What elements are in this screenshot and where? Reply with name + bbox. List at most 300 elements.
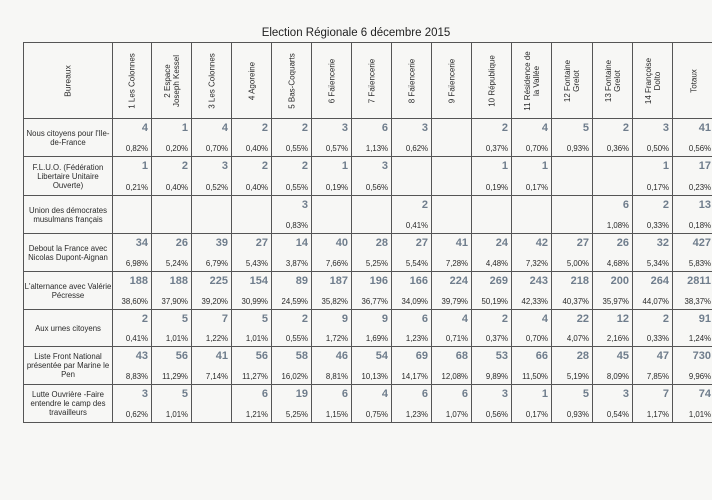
result-cell: [312, 196, 352, 234]
vote-count: 4: [541, 313, 548, 325]
vote-count: 68: [455, 350, 468, 362]
vote-count: 9: [341, 313, 348, 325]
table-row: [24, 234, 712, 272]
vote-percentage: 37,90%: [161, 297, 188, 306]
vote-count: 200: [610, 275, 629, 287]
result-cell: [352, 196, 392, 234]
header-column: [192, 43, 232, 119]
result-cell: [192, 272, 232, 310]
result-cell: [673, 385, 712, 423]
result-cell: [232, 157, 272, 196]
vote-count: 12: [616, 313, 629, 325]
vote-percentage: 0,17%: [646, 183, 669, 192]
vote-percentage: 0,70%: [525, 334, 548, 343]
result-cell: [272, 310, 312, 347]
vote-count: 7: [221, 313, 228, 325]
result-cell: [152, 310, 192, 347]
vote-count: 26: [616, 237, 629, 249]
vote-count: 46: [335, 350, 348, 362]
vote-count: 154: [249, 275, 268, 287]
vote-count: 1: [501, 160, 508, 172]
result-cell: [593, 272, 633, 310]
result-cell: [472, 347, 512, 385]
vote-count: 27: [255, 237, 268, 249]
result-cell: [192, 157, 232, 196]
result-cell: [392, 310, 432, 347]
result-cell: [152, 385, 192, 423]
result-cell: [472, 119, 512, 157]
result-cell: [552, 310, 593, 347]
result-cell: [232, 347, 272, 385]
table-row: [24, 310, 712, 347]
vote-percentage: 1,07%: [445, 410, 468, 419]
vote-percentage: 38,60%: [121, 297, 148, 306]
vote-percentage: 0,33%: [646, 334, 669, 343]
result-cell: [432, 272, 472, 310]
vote-percentage: 8,83%: [125, 372, 148, 381]
vote-percentage: 40,37%: [562, 297, 589, 306]
table-row: [24, 272, 712, 310]
vote-percentage: 0,20%: [165, 144, 188, 153]
result-cell: [312, 347, 352, 385]
vote-percentage: 7,14%: [205, 372, 228, 381]
vote-count: 2: [662, 199, 669, 211]
vote-count: 2: [301, 160, 308, 172]
header-column-label: 5 Bas-Coquarts: [287, 52, 296, 109]
result-cell: [552, 385, 593, 423]
result-cell: [232, 234, 272, 272]
vote-percentage: 1,15%: [325, 410, 348, 419]
vote-count: 4: [541, 122, 548, 134]
vote-percentage: 5,19%: [566, 372, 589, 381]
vote-count: 58: [295, 350, 308, 362]
result-cell: [512, 310, 552, 347]
result-cell: [472, 310, 512, 347]
header-column-label: 8 Faïencerie: [407, 58, 416, 103]
vote-count: 56: [255, 350, 268, 362]
result-cell: [633, 272, 673, 310]
result-cell: [633, 310, 673, 347]
vote-percentage: 5,34%: [646, 259, 669, 268]
header-column-label: 13 Fontaine Grelot: [603, 59, 622, 102]
header-column: [552, 43, 593, 119]
vote-percentage: 0,83%: [285, 221, 308, 230]
result-cell: [432, 157, 472, 196]
document-title: Election Régionale 6 décembre 2015: [261, 27, 451, 39]
vote-percentage: 0,62%: [125, 410, 148, 419]
result-cell: [113, 119, 152, 157]
vote-percentage: 50,19%: [481, 297, 508, 306]
header-column-label: 7 Faïencerie: [367, 58, 376, 103]
vote-percentage: 7,66%: [325, 259, 348, 268]
vote-percentage: 0,93%: [566, 144, 589, 153]
vote-percentage: 7,28%: [445, 259, 468, 268]
result-cell: [152, 119, 192, 157]
result-cell: [392, 196, 432, 234]
result-cell: [192, 385, 232, 423]
vote-count: 9: [381, 313, 388, 325]
result-cell: [272, 234, 312, 272]
vote-count: 196: [369, 275, 388, 287]
vote-count: 243: [529, 275, 548, 287]
result-cell: [232, 272, 272, 310]
result-cell: [232, 385, 272, 423]
header-row: [24, 43, 712, 119]
header-column-label: 3 Les Colonnes: [207, 52, 216, 109]
vote-count: 3: [421, 122, 428, 134]
vote-percentage: 0,55%: [285, 334, 308, 343]
result-cell: [633, 347, 673, 385]
vote-count: 2: [501, 313, 508, 325]
results-table: [23, 42, 712, 423]
vote-percentage: 11,50%: [522, 372, 548, 381]
vote-count: 2: [261, 122, 268, 134]
header-column-label: 14 Françoise Dolto: [643, 57, 662, 104]
vote-count: 264: [650, 275, 669, 287]
result-cell: [113, 347, 152, 385]
vote-percentage: 0,41%: [125, 334, 148, 343]
vote-count: 1: [141, 160, 148, 172]
table-row: [24, 385, 712, 423]
vote-percentage: 0,70%: [205, 144, 228, 153]
vote-count: 3: [662, 122, 669, 134]
vote-percentage: 36,77%: [361, 297, 388, 306]
vote-count: 3: [141, 388, 148, 400]
result-cell: [352, 385, 392, 423]
vote-count: 1: [181, 122, 188, 134]
vote-percentage: 0,18%: [688, 221, 711, 230]
vote-count: 2: [301, 313, 308, 325]
result-cell: [113, 272, 152, 310]
vote-percentage: 16,02%: [281, 372, 308, 381]
vote-percentage: 0,41%: [405, 221, 428, 230]
vote-percentage: 0,40%: [245, 183, 268, 192]
vote-percentage: 7,32%: [525, 259, 548, 268]
result-cell: [593, 310, 633, 347]
result-cell: [272, 196, 312, 234]
vote-percentage: 1,23%: [405, 334, 428, 343]
header-column: [152, 43, 192, 119]
header-column: [472, 43, 512, 119]
vote-percentage: 0,70%: [525, 144, 548, 153]
result-cell: [552, 157, 593, 196]
vote-count: 89: [295, 275, 308, 287]
result-cell: [432, 385, 472, 423]
vote-count: 26: [175, 237, 188, 249]
table-row: [24, 157, 712, 196]
result-cell: [152, 157, 192, 196]
vote-count: 34: [135, 237, 148, 249]
vote-count: 27: [415, 237, 428, 249]
result-cell: [593, 157, 633, 196]
vote-count: 2: [501, 122, 508, 134]
vote-count: 39: [215, 237, 228, 249]
vote-percentage: 0,57%: [325, 144, 348, 153]
vote-count: 28: [576, 350, 589, 362]
vote-count: 187: [329, 275, 348, 287]
vote-count: 1: [541, 160, 548, 172]
result-cell: [312, 385, 352, 423]
vote-count: 4: [221, 122, 228, 134]
vote-percentage: 0,55%: [285, 144, 308, 153]
vote-percentage: 0,40%: [245, 144, 268, 153]
result-cell: [673, 310, 712, 347]
result-cell: [312, 234, 352, 272]
vote-count: 41: [455, 237, 468, 249]
table-row: [24, 347, 712, 385]
vote-percentage: 8,09%: [606, 372, 629, 381]
result-cell: [472, 234, 512, 272]
vote-count: 6: [622, 199, 629, 211]
table-row: [24, 196, 712, 234]
result-cell: [232, 310, 272, 347]
vote-count: 32: [656, 237, 669, 249]
list-name: Debout la France avec Nicolas Dupont-Aignan: [24, 234, 113, 272]
vote-percentage: 0,17%: [525, 410, 548, 419]
result-cell: [152, 272, 192, 310]
result-cell: [113, 196, 152, 234]
vote-percentage: 0,56%: [688, 144, 711, 153]
result-cell: [593, 119, 633, 157]
vote-count: 6: [421, 313, 428, 325]
result-cell: [232, 196, 272, 234]
vote-count: 6: [381, 122, 388, 134]
vote-count: 3: [301, 199, 308, 211]
header-column: [633, 43, 673, 119]
vote-percentage: 0,54%: [606, 410, 629, 419]
result-cell: [272, 347, 312, 385]
vote-percentage: 0,56%: [485, 410, 508, 419]
vote-count: 2: [141, 313, 148, 325]
result-cell: [113, 310, 152, 347]
result-cell: [113, 157, 152, 196]
header-column-label: 12 Fontaine Grelot: [563, 59, 581, 102]
vote-count: 3: [221, 160, 228, 172]
vote-count: 91: [698, 313, 711, 325]
header-bureaux: [24, 43, 113, 119]
vote-count: 5: [261, 313, 268, 325]
table-row: [24, 119, 712, 157]
vote-count: 66: [535, 350, 548, 362]
result-cell: [552, 119, 593, 157]
vote-percentage: 34,09%: [401, 297, 428, 306]
vote-count: 27: [576, 237, 589, 249]
result-cell: [673, 347, 712, 385]
vote-count: 41: [215, 350, 228, 362]
result-cell: [432, 310, 472, 347]
result-cell: [552, 234, 593, 272]
vote-percentage: 0,75%: [365, 410, 388, 419]
result-cell: [392, 157, 432, 196]
vote-percentage: 0,52%: [205, 183, 228, 192]
vote-percentage: 4,07%: [566, 334, 589, 343]
list-name: Union des démocrates musulmans français: [24, 196, 113, 234]
vote-percentage: 39,20%: [201, 297, 228, 306]
vote-percentage: 5,43%: [245, 259, 268, 268]
result-cell: [392, 347, 432, 385]
vote-count: 41: [698, 122, 711, 134]
table-body: [24, 119, 712, 423]
result-cell: [432, 234, 472, 272]
result-cell: [232, 119, 272, 157]
header-column: [232, 43, 272, 119]
vote-percentage: 1,01%: [165, 334, 188, 343]
result-cell: [552, 196, 593, 234]
vote-percentage: 5,00%: [566, 259, 589, 268]
result-cell: [673, 272, 712, 310]
vote-count: 17: [698, 160, 711, 172]
result-cell: [192, 196, 232, 234]
vote-count: 4: [141, 122, 148, 134]
vote-count: 3: [341, 122, 348, 134]
result-cell: [352, 157, 392, 196]
result-cell: [352, 119, 392, 157]
vote-percentage: 30,99%: [241, 297, 268, 306]
header-column-label: 4 Agoreine: [247, 61, 256, 100]
vote-percentage: 6,79%: [205, 259, 228, 268]
vote-percentage: 1,08%: [606, 221, 629, 230]
vote-count: 43: [135, 350, 148, 362]
vote-percentage: 0,23%: [688, 183, 711, 192]
vote-count: 188: [169, 275, 188, 287]
vote-count: 74: [698, 388, 711, 400]
header-column: [392, 43, 432, 119]
header-column: [593, 43, 633, 119]
result-cell: [312, 119, 352, 157]
header-column: [113, 43, 152, 119]
vote-count: 6: [461, 388, 468, 400]
header-column-label: 11 Résidence de la Vallée: [522, 50, 541, 111]
result-cell: [272, 157, 312, 196]
vote-count: 19: [295, 388, 308, 400]
header-column-label: 9 Faïencerie: [447, 58, 456, 103]
result-cell: [272, 385, 312, 423]
vote-count: 40: [335, 237, 348, 249]
vote-percentage: 10,13%: [361, 372, 388, 381]
vote-count: 42: [535, 237, 548, 249]
vote-count: 166: [409, 275, 428, 287]
result-cell: [392, 234, 432, 272]
vote-percentage: 44,07%: [642, 297, 669, 306]
result-cell: [593, 196, 633, 234]
vote-percentage: 0,37%: [485, 334, 508, 343]
result-cell: [512, 385, 552, 423]
result-cell: [512, 272, 552, 310]
result-cell: [673, 119, 712, 157]
vote-count: 730: [692, 350, 711, 362]
result-cell: [192, 347, 232, 385]
header-column-label: 6 Faïencerie: [327, 58, 336, 103]
vote-count: 1: [662, 160, 669, 172]
result-cell: [593, 347, 633, 385]
result-cell: [152, 196, 192, 234]
vote-count: 22: [576, 313, 589, 325]
vote-percentage: 11,27%: [242, 372, 268, 381]
vote-count: 69: [415, 350, 428, 362]
result-cell: [392, 119, 432, 157]
header-bureaux-label: Bureaux: [62, 64, 73, 97]
vote-count: 5: [181, 388, 188, 400]
vote-percentage: 12,08%: [441, 372, 468, 381]
vote-percentage: 4,48%: [485, 259, 508, 268]
vote-count: 14: [295, 237, 308, 249]
vote-percentage: 1,01%: [245, 334, 268, 343]
result-cell: [552, 272, 593, 310]
vote-percentage: 0,50%: [646, 144, 669, 153]
vote-count: 5: [181, 313, 188, 325]
result-cell: [113, 385, 152, 423]
vote-percentage: 0,82%: [125, 144, 148, 153]
list-name: Liste Front National présentée par Marine le Pen: [24, 347, 113, 385]
header-column-label: Totaux: [689, 68, 698, 93]
vote-percentage: 8,81%: [325, 372, 348, 381]
vote-count: 7: [662, 388, 669, 400]
vote-count: 269: [489, 275, 508, 287]
vote-count: 13: [698, 199, 711, 211]
result-cell: [312, 157, 352, 196]
vote-percentage: 39,79%: [441, 297, 468, 306]
vote-count: 2: [301, 122, 308, 134]
vote-percentage: 1,22%: [205, 334, 228, 343]
result-cell: [673, 196, 712, 234]
vote-percentage: 35,97%: [602, 297, 629, 306]
list-name: Lutte Ouvrière -Faire entendre le camp des travailleurs: [24, 385, 113, 423]
vote-count: 3: [501, 388, 508, 400]
vote-percentage: 1,72%: [325, 334, 348, 343]
result-cell: [593, 385, 633, 423]
result-cell: [512, 196, 552, 234]
vote-percentage: 38,37%: [684, 297, 711, 306]
list-name: Aux urnes citoyens: [24, 310, 113, 347]
result-cell: [192, 119, 232, 157]
vote-percentage: 5,83%: [688, 259, 711, 268]
vote-count: 54: [375, 350, 388, 362]
vote-percentage: 2,16%: [606, 334, 629, 343]
result-cell: [673, 234, 712, 272]
vote-count: 28: [375, 237, 388, 249]
result-cell: [472, 157, 512, 196]
list-name: F.L.U.O. (Fédération Libertaire Unitaire Ouverte): [24, 157, 113, 196]
vote-count: 4: [381, 388, 388, 400]
result-cell: [432, 119, 472, 157]
vote-count: 56: [175, 350, 188, 362]
result-cell: [512, 119, 552, 157]
vote-percentage: 5,54%: [405, 259, 428, 268]
vote-percentage: 5,25%: [285, 410, 308, 419]
vote-count: 6: [421, 388, 428, 400]
vote-percentage: 0,62%: [405, 144, 428, 153]
result-cell: [113, 234, 152, 272]
result-cell: [593, 234, 633, 272]
vote-percentage: 3,87%: [285, 259, 308, 268]
list-name: L'alternance avec Valérie Pécresse: [24, 272, 113, 310]
vote-count: 47: [656, 350, 669, 362]
vote-percentage: 1,24%: [688, 334, 711, 343]
vote-percentage: 1,01%: [165, 410, 188, 419]
vote-count: 2811: [687, 275, 711, 287]
vote-percentage: 0,55%: [285, 183, 308, 192]
result-cell: [432, 347, 472, 385]
vote-percentage: 0,71%: [445, 334, 468, 343]
vote-percentage: 9,96%: [688, 372, 711, 381]
vote-percentage: 42,33%: [521, 297, 548, 306]
vote-percentage: 1,13%: [365, 144, 388, 153]
vote-percentage: 5,25%: [365, 259, 388, 268]
result-cell: [352, 272, 392, 310]
vote-percentage: 4,68%: [606, 259, 629, 268]
result-cell: [472, 272, 512, 310]
vote-percentage: 0,93%: [566, 410, 589, 419]
